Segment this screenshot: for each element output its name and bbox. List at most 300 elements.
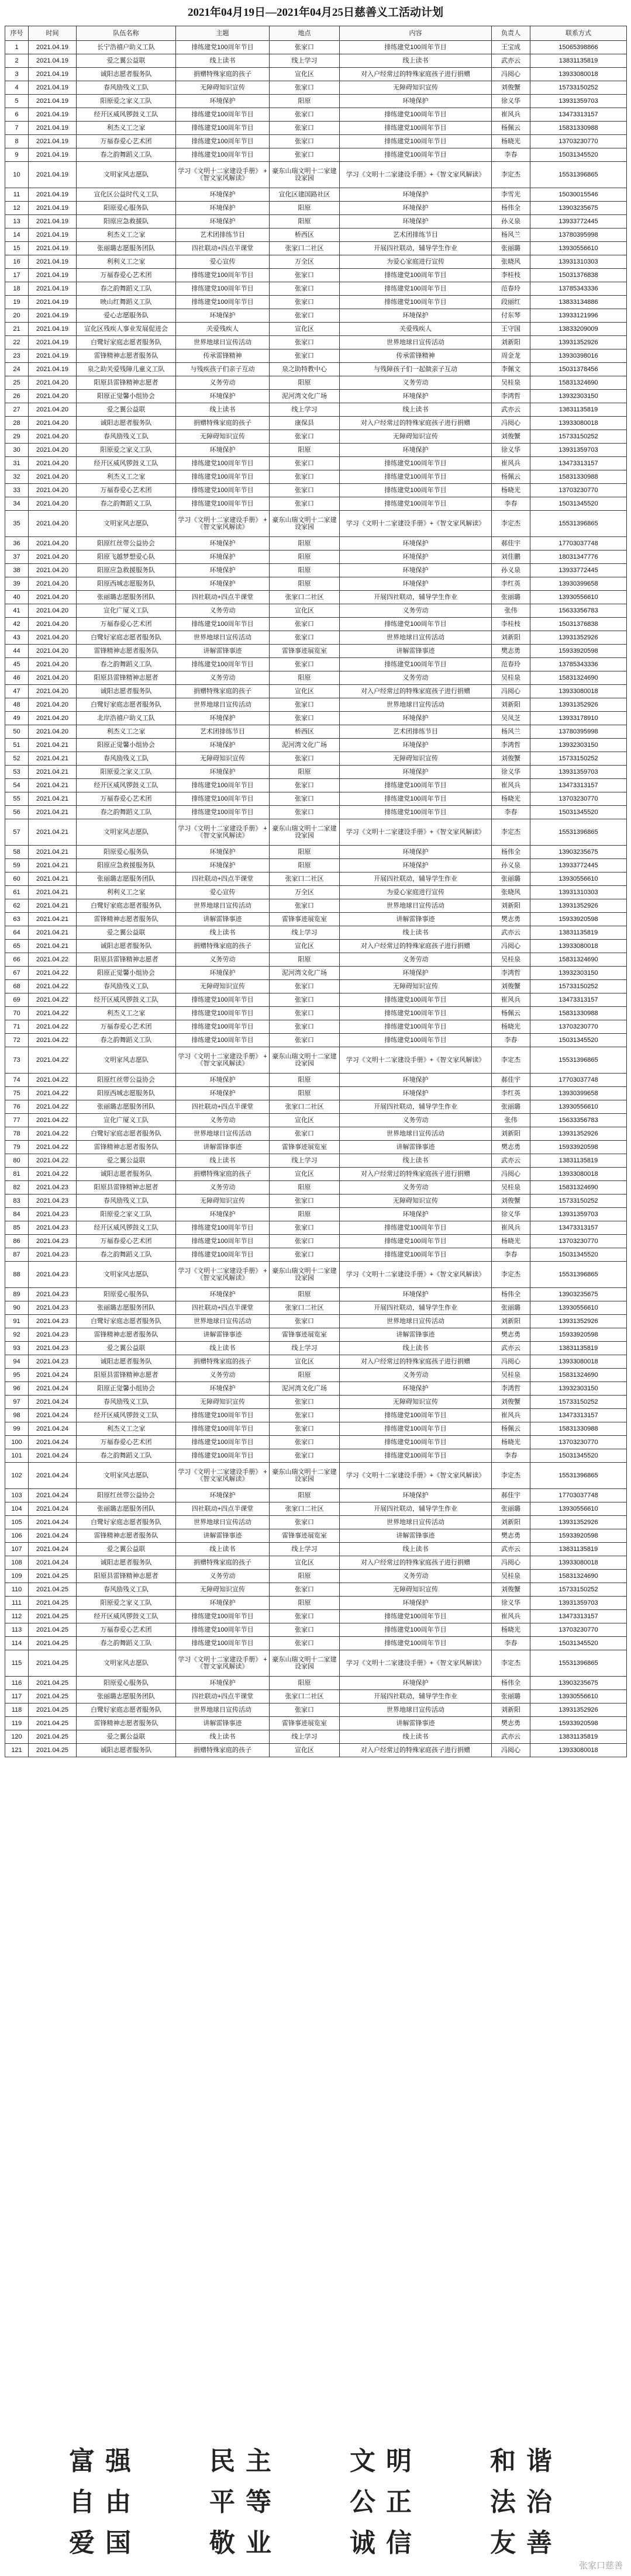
cell-team: 阳原县雷锋精神志愿者 — [77, 1369, 176, 1382]
cell-theme: 爱心宣传 — [176, 255, 270, 269]
cell-leader: 杨伟全 — [492, 1288, 530, 1301]
table-row — [5, 1114, 627, 1127]
cell-phone: 13703230770 — [530, 484, 627, 497]
cell-leader: 冯阅心 — [492, 417, 530, 430]
cell-phone: 15031345520 — [530, 1248, 627, 1262]
table-row — [5, 766, 627, 779]
cell-location: 雷锋事迹展览室 — [270, 645, 340, 658]
cell-theme: 捐赠特殊家庭的孩子 — [176, 417, 270, 430]
cell-location: 张家口 — [270, 122, 340, 135]
cell-content: 无障碍知识宣传 — [340, 980, 492, 993]
cell-content: 环境保护 — [340, 577, 492, 591]
cell-team: 经开区威风锣鼓义工队 — [77, 779, 176, 792]
cell-team: 宣化区残疾人事业发展促进会 — [77, 323, 176, 336]
header-cell: 序号 — [5, 26, 29, 41]
table-row — [5, 618, 627, 631]
cell-index: 15 — [5, 242, 29, 255]
cell-date: 2021.04.24 — [29, 1502, 77, 1516]
cell-leader: 杨伟全 — [492, 846, 530, 859]
cell-theme: 排练建党100周年节目 — [176, 1610, 270, 1623]
cell-content: 排练建党100周年节目 — [340, 1020, 492, 1034]
cell-leader: 吴桂泉 — [492, 1570, 530, 1583]
cell-phone: 13831135819 — [530, 1342, 627, 1355]
cell-date: 2021.04.20 — [29, 631, 77, 645]
table-row — [5, 228, 627, 242]
cell-location: 张家口 — [270, 779, 340, 792]
cell-location: 阳原 — [270, 859, 340, 872]
cell-content: 学习《文明十二家建设手册》+《智文家风解读》 — [340, 1463, 492, 1489]
cell-team: 利杰义工之家 — [77, 470, 176, 484]
cell-index: 104 — [5, 1502, 29, 1516]
cell-theme: 世界地球日宣传活动 — [176, 1516, 270, 1529]
cell-location: 张家口 — [270, 712, 340, 725]
table-row — [5, 457, 627, 470]
table-row — [5, 122, 627, 135]
table-row — [5, 993, 627, 1007]
cell-theme: 线上读书 — [176, 1154, 270, 1168]
cell-team: 阳原爱之家义工队 — [77, 1208, 176, 1221]
table-row — [5, 1020, 627, 1034]
cell-date: 2021.04.19 — [29, 108, 77, 122]
cell-content: 艺术团排练节目 — [340, 228, 492, 242]
cell-leader: 刘俊蟹 — [492, 81, 530, 95]
cell-phone: 13931359703 — [530, 1597, 627, 1610]
table-row — [5, 1194, 627, 1208]
cell-phone: 15633356783 — [530, 604, 627, 618]
cell-location: 张家口 — [270, 1704, 340, 1717]
cell-leader: 张丽璐 — [492, 1100, 530, 1114]
cell-content: 环境保护 — [340, 1677, 492, 1690]
cell-date: 2021.04.22 — [29, 1168, 77, 1181]
cell-team: 春之韵舞蹈义工队 — [77, 806, 176, 819]
table-row — [5, 1369, 627, 1382]
table-row — [5, 577, 627, 591]
cell-phone: 15031345520 — [530, 806, 627, 819]
cell-date: 2021.04.23 — [29, 1328, 77, 1342]
cell-leader: 张伟 — [492, 604, 530, 618]
cell-index: 74 — [5, 1074, 29, 1087]
cell-theme: 学习《文明十二家建设手册》 +《智文家风解读》 — [176, 819, 270, 846]
cell-content: 排练建党100周年节目 — [340, 779, 492, 792]
core-values-grid — [35, 2445, 596, 2560]
cell-team: 春之韵舞蹈义工队 — [77, 658, 176, 671]
cell-location: 张家口 — [270, 752, 340, 766]
cell-phone: 13933080018 — [530, 940, 627, 953]
cell-location: 桥西区 — [270, 725, 340, 739]
cell-leader: 李春 — [492, 806, 530, 819]
cell-phone: 18031347776 — [530, 550, 627, 564]
cell-index: 63 — [5, 913, 29, 926]
cell-index: 113 — [5, 1623, 29, 1637]
cell-team: 利杰义工之家 — [77, 1422, 176, 1436]
cell-location: 张家口 — [270, 658, 340, 671]
cell-location: 雷锋事迹展览室 — [270, 1328, 340, 1342]
core-value: 文明 — [350, 2446, 422, 2476]
cell-date: 2021.04.20 — [29, 537, 77, 550]
table-row — [5, 1141, 627, 1154]
cell-leader: 樊志勇 — [492, 1529, 530, 1543]
cell-team: 爱心志愿服务队 — [77, 309, 176, 323]
table-row — [5, 269, 627, 282]
table-row — [5, 1717, 627, 1730]
cell-date: 2021.04.23 — [29, 1181, 77, 1194]
cell-content: 线上读书 — [340, 403, 492, 417]
cell-phone: 13933178910 — [530, 712, 627, 725]
cell-index: 12 — [5, 202, 29, 215]
table-row — [5, 1154, 627, 1168]
cell-phone: 13903235675 — [530, 1677, 627, 1690]
cell-content: 排练建党100周年节目 — [340, 1449, 492, 1463]
cell-date: 2021.04.24 — [29, 1529, 77, 1543]
cell-content: 对入户经常过的特殊家庭孩子进行捐赠 — [340, 1744, 492, 1757]
cell-date: 2021.04.23 — [29, 1208, 77, 1221]
cell-location: 泥河湾文化广场 — [270, 1382, 340, 1396]
table-row — [5, 846, 627, 859]
cell-location: 张家口 — [270, 1127, 340, 1141]
cell-phone: 13903235675 — [530, 846, 627, 859]
table-row — [5, 806, 627, 819]
cell-location: 张家口二社区 — [270, 242, 340, 255]
cell-index: 3 — [5, 68, 29, 81]
cell-leader: 徐义华 — [492, 766, 530, 779]
cell-index: 121 — [5, 1744, 29, 1757]
table-row — [5, 1100, 627, 1114]
cell-theme: 排练建党100周年节目 — [176, 1034, 270, 1047]
cell-phone: 13703230770 — [530, 1436, 627, 1449]
cell-leader: 武亦云 — [492, 54, 530, 68]
document-title: 2021年04月19日—2021年04月25日慈善义工活动计划 — [187, 6, 443, 19]
cell-location: 万全区 — [270, 255, 340, 269]
cell-theme: 世界地球日宣传活动 — [176, 1127, 270, 1141]
cell-theme: 艺术团排练节目 — [176, 725, 270, 739]
cell-content: 线上读书 — [340, 1543, 492, 1556]
cell-content: 排练建党100周年节目 — [340, 135, 492, 148]
cell-leader: 郝佳宇 — [492, 1489, 530, 1502]
cell-date: 2021.04.23 — [29, 1221, 77, 1235]
cell-date: 2021.04.21 — [29, 752, 77, 766]
cell-location: 阳原 — [270, 564, 340, 577]
cell-date: 2021.04.20 — [29, 376, 77, 390]
cell-phone: 15031345520 — [530, 148, 627, 162]
activity-plan-table — [5, 26, 627, 1757]
cell-location: 张家口 — [270, 993, 340, 1007]
cell-leader: 刘新阳 — [492, 336, 530, 349]
cell-theme: 四社联动+四点半课堂 — [176, 1301, 270, 1315]
cell-location: 雷锋事迹展览室 — [270, 1717, 340, 1730]
cell-date: 2021.04.25 — [29, 1570, 77, 1583]
table-row — [5, 41, 627, 54]
table-row — [5, 953, 627, 967]
cell-team: 诚阳志愿者服务队 — [77, 1744, 176, 1757]
cell-content: 环境保护 — [340, 1288, 492, 1301]
cell-phone: 13933080018 — [530, 1744, 627, 1757]
cell-date: 2021.04.25 — [29, 1690, 77, 1704]
cell-team: 阳原县雷锋精神志愿者 — [77, 953, 176, 967]
cell-leader: 李红英 — [492, 1087, 530, 1100]
cell-content: 对入户经常过的特殊家庭孩子进行捐赠 — [340, 1355, 492, 1369]
cell-phone: 15030015546 — [530, 188, 627, 202]
table-row — [5, 886, 627, 899]
cell-content: 线上读书 — [340, 54, 492, 68]
cell-phone: 15831324690 — [530, 671, 627, 685]
cell-content: 学习《文明十二家建设手册》+《智文家风解读》 — [340, 819, 492, 846]
cell-content: 排练建党100周年节目 — [340, 457, 492, 470]
cell-location: 张家口二社区 — [270, 1690, 340, 1704]
table-body — [5, 41, 627, 1757]
cell-location: 张家口 — [270, 1516, 340, 1529]
cell-date: 2021.04.25 — [29, 1583, 77, 1597]
core-value: 法治 — [490, 2487, 563, 2517]
cell-location: 阳原 — [270, 846, 340, 859]
cell-content: 排练建党100周年节目 — [340, 993, 492, 1007]
cell-team: 春风励残义工队 — [77, 980, 176, 993]
cell-date: 2021.04.20 — [29, 390, 77, 403]
cell-location: 张家口 — [270, 1449, 340, 1463]
cell-theme: 排练建党100周年节目 — [176, 135, 270, 148]
cell-location: 阳原 — [270, 1489, 340, 1502]
cell-index: 107 — [5, 1543, 29, 1556]
cell-phone: 15733150252 — [530, 980, 627, 993]
cell-location: 张家口 — [270, 806, 340, 819]
cell-index: 101 — [5, 1449, 29, 1463]
cell-leader: 李桂枝 — [492, 269, 530, 282]
cell-date: 2021.04.24 — [29, 1489, 77, 1502]
cell-location: 张家口 — [270, 631, 340, 645]
cell-phone: 13831135819 — [530, 1730, 627, 1744]
cell-team: 张丽璐志愿服务团队 — [77, 1301, 176, 1315]
cell-phone: 15733150252 — [530, 1583, 627, 1597]
cell-index: 25 — [5, 376, 29, 390]
cell-phone: 13703230770 — [530, 1235, 627, 1248]
table-row — [5, 872, 627, 886]
cell-leader: 李春 — [492, 148, 530, 162]
cell-team: 宣化广厦义工队 — [77, 1114, 176, 1127]
cell-location: 张家口 — [270, 497, 340, 511]
cell-leader: 李桂枝 — [492, 618, 530, 631]
cell-team: 万福春爱心艺术团 — [77, 792, 176, 806]
cell-leader: 吴桂泉 — [492, 671, 530, 685]
cell-leader: 杨晓光 — [492, 135, 530, 148]
table-row — [5, 1208, 627, 1221]
cell-phone: 13473313157 — [530, 457, 627, 470]
cell-content: 讲解雷锋事迹 — [340, 1328, 492, 1342]
cell-index: 69 — [5, 993, 29, 1007]
cell-team: 春风励残义工队 — [77, 1583, 176, 1597]
cell-date: 2021.04.25 — [29, 1717, 77, 1730]
cell-content: 讲解雷锋事迹 — [340, 913, 492, 926]
cell-index: 108 — [5, 1556, 29, 1570]
cell-location: 张家口 — [270, 1583, 340, 1597]
cell-leader: 冯阅心 — [492, 68, 530, 81]
table-row — [5, 792, 627, 806]
cell-date: 2021.04.22 — [29, 967, 77, 980]
cell-team: 万福春爱心艺术团 — [77, 1235, 176, 1248]
cell-index: 5 — [5, 95, 29, 108]
cell-content: 环境保护 — [340, 188, 492, 202]
cell-date: 2021.04.23 — [29, 1315, 77, 1328]
cell-date: 2021.04.19 — [29, 81, 77, 95]
cell-content: 排练建党100周年节目 — [340, 1436, 492, 1449]
cell-date: 2021.04.19 — [29, 162, 77, 188]
cell-date: 2021.04.21 — [29, 806, 77, 819]
cell-content: 排练建党100周年节目 — [340, 282, 492, 296]
cell-phone: 15031345520 — [530, 1637, 627, 1650]
cell-team: 春之韵舞蹈义工队 — [77, 1449, 176, 1463]
cell-date: 2021.04.20 — [29, 457, 77, 470]
cell-leader: 李定杰 — [492, 162, 530, 188]
cell-content: 环境保护 — [340, 550, 492, 564]
cell-date: 2021.04.20 — [29, 712, 77, 725]
table-row — [5, 255, 627, 269]
cell-team: 白鹭好家庭志愿者服务队 — [77, 698, 176, 712]
cell-content: 无障碍知识宣传 — [340, 1194, 492, 1208]
cell-team: 利利义工之家 — [77, 886, 176, 899]
cell-content: 线上读书 — [340, 1342, 492, 1355]
cell-location: 张家口 — [270, 484, 340, 497]
cell-leader: 武亦云 — [492, 1730, 530, 1744]
cell-date: 2021.04.25 — [29, 1610, 77, 1623]
cell-theme: 环境保护 — [176, 846, 270, 859]
cell-date: 2021.04.19 — [29, 349, 77, 363]
cell-content: 环境保护 — [340, 712, 492, 725]
table-row — [5, 604, 627, 618]
cell-team: 雷锋精神志愿者服务队 — [77, 913, 176, 926]
cell-content: 环境保护 — [340, 215, 492, 228]
cell-location: 阳原 — [270, 202, 340, 215]
cell-location: 张家口 — [270, 135, 340, 148]
cell-content: 世界地球日宣传活动 — [340, 1704, 492, 1717]
cell-phone: 13930556610 — [530, 591, 627, 604]
cell-location: 线上学习 — [270, 926, 340, 940]
cell-content: 环境保护 — [340, 1087, 492, 1100]
cell-index: 90 — [5, 1301, 29, 1315]
cell-phone: 13930556610 — [530, 1100, 627, 1114]
cell-theme: 环境保护 — [176, 390, 270, 403]
cell-phone: 13931352926 — [530, 1127, 627, 1141]
cell-phone: 15733150252 — [530, 1396, 627, 1409]
cell-phone: 13703230770 — [530, 1623, 627, 1637]
cell-content: 排练建党100周年节目 — [340, 1221, 492, 1235]
cell-content: 环境保护 — [340, 1074, 492, 1087]
cell-index: 17 — [5, 269, 29, 282]
cell-leader: 李定杰 — [492, 819, 530, 846]
cell-team: 春风励残义工队 — [77, 81, 176, 95]
cell-location: 张家口 — [270, 1194, 340, 1208]
cell-leader: 郝佳宇 — [492, 1074, 530, 1087]
cell-theme: 线上读书 — [176, 1730, 270, 1744]
cell-team: 张丽璐志愿服务团队 — [77, 1690, 176, 1704]
cell-team: 宣化区公益时代义工队 — [77, 188, 176, 202]
cell-phone: 13933080018 — [530, 685, 627, 698]
cell-leader: 孙义泉 — [492, 859, 530, 872]
cell-phone: 13933080018 — [530, 1355, 627, 1369]
cell-leader: 李春 — [492, 1034, 530, 1047]
cell-leader: 张晓风 — [492, 886, 530, 899]
cell-phone: 13933772445 — [530, 859, 627, 872]
cell-content: 开展四社联动，辅导学生作业 — [340, 242, 492, 255]
cell-leader: 冯阅心 — [492, 1556, 530, 1570]
cell-theme: 世界地球日宣传活动 — [176, 1315, 270, 1328]
table-row — [5, 202, 627, 215]
cell-team: 爱之翼公益联 — [77, 926, 176, 940]
cell-location: 阳原 — [270, 766, 340, 779]
cell-content: 对入户经常过的特殊家庭孩子进行捐赠 — [340, 685, 492, 698]
cell-location: 阳原 — [270, 1597, 340, 1610]
cell-theme: 四社联动+四点半课堂 — [176, 242, 270, 255]
cell-leader: 杨佩云 — [492, 1422, 530, 1436]
cell-content: 环境保护 — [340, 564, 492, 577]
cell-theme: 排练建党100周年节目 — [176, 1449, 270, 1463]
cell-index: 110 — [5, 1583, 29, 1597]
cell-team: 爱之翼公益联 — [77, 1342, 176, 1355]
cell-team: 阳原飞越梦想爱心队 — [77, 550, 176, 564]
cell-leader: 张晓风 — [492, 255, 530, 269]
cell-theme: 排练建党100周年节目 — [176, 108, 270, 122]
cell-phone: 15831330988 — [530, 1007, 627, 1020]
cell-index: 87 — [5, 1248, 29, 1262]
cell-location: 张家口 — [270, 430, 340, 444]
cell-date: 2021.04.20 — [29, 403, 77, 417]
cell-date: 2021.04.20 — [29, 591, 77, 604]
cell-team: 映山红舞蹈义工队 — [77, 296, 176, 309]
cell-theme: 四社联动+四点半课堂 — [176, 591, 270, 604]
cell-team: 万福春爱心艺术团 — [77, 269, 176, 282]
cell-index: 105 — [5, 1516, 29, 1529]
cell-team: 经开区威风锣鼓义工队 — [77, 108, 176, 122]
cell-index: 46 — [5, 671, 29, 685]
cell-content: 排练建党100周年节目 — [340, 658, 492, 671]
table-row — [5, 1034, 627, 1047]
cell-date: 2021.04.19 — [29, 336, 77, 349]
cell-location: 张家口 — [270, 1034, 340, 1047]
cell-leader: 王守国 — [492, 323, 530, 336]
cell-date: 2021.04.24 — [29, 1556, 77, 1570]
cell-team: 张丽璐志愿服务团队 — [77, 872, 176, 886]
cell-phone: 13931310303 — [530, 255, 627, 269]
cell-location: 张家口 — [270, 1020, 340, 1034]
cell-index: 44 — [5, 645, 29, 658]
cell-index: 38 — [5, 564, 29, 577]
cell-phone: 15933920598 — [530, 1717, 627, 1730]
cell-index: 65 — [5, 940, 29, 953]
cell-content: 环境保护 — [340, 766, 492, 779]
cell-theme: 排练建党100周年节目 — [176, 779, 270, 792]
cell-index: 114 — [5, 1637, 29, 1650]
cell-theme: 四社联动+四点半课堂 — [176, 1100, 270, 1114]
cell-date: 2021.04.24 — [29, 1463, 77, 1489]
cell-index: 55 — [5, 792, 29, 806]
cell-date: 2021.04.25 — [29, 1623, 77, 1637]
cell-content: 开展四社联动，辅导学生作业 — [340, 1502, 492, 1516]
table-row — [5, 444, 627, 457]
cell-phone: 15933920598 — [530, 913, 627, 926]
cell-date: 2021.04.22 — [29, 1047, 77, 1074]
cell-theme: 环境保护 — [176, 202, 270, 215]
cell-index: 84 — [5, 1208, 29, 1221]
cell-leader: 吴桂泉 — [492, 953, 530, 967]
cell-date: 2021.04.24 — [29, 1369, 77, 1382]
cell-phone: 13930398016 — [530, 349, 627, 363]
cell-team: 阳原县雷锋精神志愿者 — [77, 671, 176, 685]
cell-index: 26 — [5, 390, 29, 403]
cell-leader: 刘俊蟹 — [492, 752, 530, 766]
cell-phone: 13780395998 — [530, 725, 627, 739]
cell-index: 112 — [5, 1610, 29, 1623]
cell-index: 67 — [5, 967, 29, 980]
cell-theme: 世界地球日宣传活动 — [176, 631, 270, 645]
cell-content: 开展四社联动，辅导学生作业 — [340, 872, 492, 886]
cell-phone: 13831135819 — [530, 1543, 627, 1556]
